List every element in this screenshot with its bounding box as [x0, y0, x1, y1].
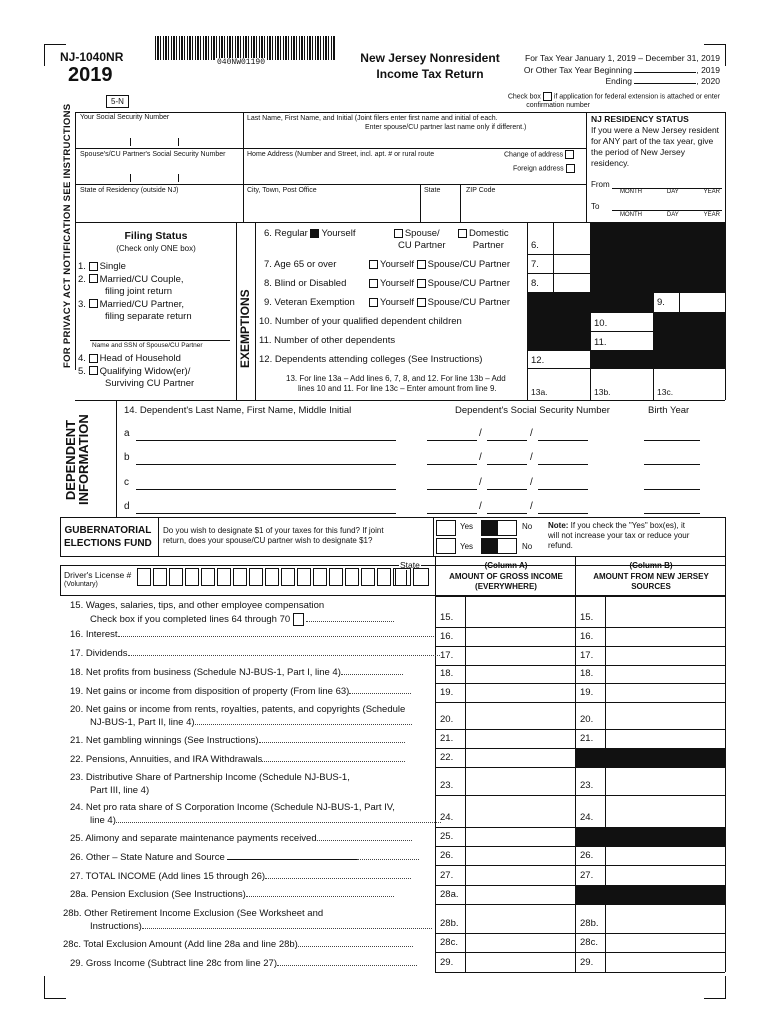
col-a-line-number: 27.: [440, 870, 454, 881]
line-20: 20. Net gains or income from rents, royalties, patents, and copyrights (Schedule NJ-BUS-1, Part II, line 4): [70, 704, 412, 728]
column-b-header: (Column B) AMOUNT FROM NEW JERSEY SOURCES: [593, 561, 709, 591]
age-yourself-checkbox[interactable]: [369, 260, 378, 269]
exemption-6: 6. Regular Yourself: [264, 228, 356, 239]
foreign-address: Foreign address: [513, 164, 577, 173]
dependent-header-ssn: Dependent's Social Security Number: [455, 405, 610, 416]
residency-to: To: [591, 202, 600, 211]
ssn-label: Your Social Security Number: [80, 114, 170, 121]
col-a-amount-input[interactable]: [466, 646, 574, 665]
line-28a: 28a. Pension Exclusion (See Instructions): [70, 889, 394, 900]
gub-question: Do you wish to designate $1 of your taxes for this fund? If joint return, does your spouse/CU partner wish to designate $1?: [163, 526, 384, 545]
col-b-line-number: 29.: [580, 957, 594, 968]
col-b-line-number: 18.: [580, 668, 594, 679]
col-b-amount-input[interactable]: [606, 846, 724, 865]
col-a-line-number: 16.: [440, 631, 454, 642]
col-b-line-number: 28c.: [580, 937, 598, 948]
line-28c: 28c. Total Exclusion Amount (Add line 28a and line 28b): [63, 939, 413, 950]
col-b-line-number: 20.: [580, 714, 594, 725]
col-a-line-number: 15.: [440, 612, 454, 623]
col-b-line-number: 23.: [580, 780, 594, 791]
residency-status: NJ RESIDENCY STATUS If you were a New Jersey resident for ANY part of the tax year, give the period of New Jersey residency.: [591, 114, 720, 168]
line-29: 29. Gross Income (Subtract line 28c from line 27): [70, 958, 417, 969]
state-label: State: [424, 187, 441, 194]
dependent-header-name: 14. Dependent's Last Name, First Name, Middle Initial: [124, 405, 352, 416]
col-a-amount-input[interactable]: [466, 683, 574, 702]
filing-married-joint[interactable]: 2. Married/CU Couple,: [78, 273, 184, 285]
line-26: 26. Other – State Nature and Source: [70, 852, 419, 863]
line-27: 27. TOTAL INCOME (Add lines 15 through 26): [70, 871, 411, 882]
change-address: Change of address: [504, 150, 576, 159]
line-24: 24. Net pro rata share of S Corporation Income (Schedule NJ-BUS-1, Part IV, line 4): [70, 802, 441, 826]
barcode: [155, 36, 335, 60]
age-spouse-checkbox[interactable]: [417, 260, 426, 269]
veteran-yourself-checkbox[interactable]: [369, 298, 378, 307]
col-a-amount-input[interactable]: [466, 627, 574, 646]
col-a-amount-input[interactable]: [466, 795, 574, 827]
col-b-line-number: 24.: [580, 812, 594, 823]
gub-note: Note: If you check the "Yes" box(es), it will not increase your tax or reduce your refund.: [548, 521, 690, 550]
col-a-amount-input[interactable]: [466, 767, 574, 795]
regular-yourself-checkbox[interactable]: [310, 229, 319, 238]
change-address-checkbox[interactable]: [565, 150, 574, 159]
gub-yes-1[interactable]: [436, 520, 456, 536]
filing-married-separate[interactable]: 3. Married/CU Partner,: [78, 298, 185, 310]
blind-spouse-checkbox[interactable]: [417, 279, 426, 288]
col-b-amount-input[interactable]: [606, 683, 724, 702]
dependent-row-c: c / /: [124, 477, 724, 491]
filing-status: Filing Status (Check only ONE box) 1. Single 2. Married/CU Couple, filing joint return 3. Married/CU Partner, filing separate return: [78, 230, 234, 324]
col-a-amount-input[interactable]: [466, 702, 574, 729]
barcode-text: 040NW01190: [217, 58, 266, 67]
privacy-label: FOR PRIVACY ACT NOTIFICATION SEE INSTRUCTIONS: [62, 103, 73, 368]
dependent-row-b: b / /: [124, 452, 724, 466]
zip-label: ZIP Code: [466, 187, 496, 194]
city-label: City, Town, Post Office: [247, 187, 317, 194]
col-b-line-number: 28b.: [580, 918, 599, 929]
col-a-amount-input[interactable]: [466, 865, 574, 885]
col-a-line-number: 28c.: [440, 937, 458, 948]
col-a-line-number: 29.: [440, 957, 454, 968]
form-year: 2019: [68, 64, 113, 86]
col-a-amount-input[interactable]: [466, 665, 574, 683]
col-b-amount-input[interactable]: [606, 795, 724, 827]
line-22: 22. Pensions, Annuities, and IRA Withdrawals: [70, 754, 405, 765]
line-25: 25. Alimony and separate maintenance payments received: [70, 833, 412, 844]
residency-from: From: [591, 180, 610, 189]
regular-spouse-checkbox[interactable]: [394, 229, 403, 238]
name-input[interactable]: [247, 132, 582, 147]
exemption-11: 11. Number of other dependents: [259, 335, 396, 346]
dependent-header-birth: Birth Year: [648, 405, 690, 416]
col-b-line-number: 26.: [580, 850, 594, 861]
filing-single[interactable]: 1. Single: [78, 261, 126, 272]
gub-no-2[interactable]: [497, 538, 517, 554]
extension-info: Check box if application for federal extension is attached or enter confirmation number: [507, 93, 720, 110]
dependent-row-a: a / /: [124, 428, 724, 442]
col-b-line-number: 27.: [580, 870, 594, 881]
column-a-header: (Column A) AMOUNT OF GROSS INCOME (EVERYWHERE): [449, 561, 563, 591]
col-a-amount-input[interactable]: [466, 885, 574, 904]
col-a-line-number: 22.: [440, 752, 454, 763]
line-21: 21. Net gambling winnings (See Instructions): [70, 735, 405, 746]
col-b-line-number: 21.: [580, 733, 594, 744]
line-23: 23. Distributive Share of Partnership Income (Schedule NJ-BUS-1, Part III, line 4): [70, 772, 350, 796]
col-b-amount-input[interactable]: [606, 904, 724, 933]
col-a-amount-input[interactable]: [466, 952, 574, 972]
col-b-amount-input[interactable]: [606, 933, 724, 952]
line15-checkbox[interactable]: [293, 613, 304, 626]
exemptions-label: EXEMPTIONS: [238, 289, 252, 368]
form-id: NJ-1040NR: [60, 50, 124, 64]
col-b-line-number: 17.: [580, 650, 594, 661]
filing-head-household[interactable]: 4. Head of Household: [78, 353, 181, 364]
col-a-line-number: 18.: [440, 668, 454, 679]
license-label: Driver's License # (Voluntary): [64, 570, 132, 588]
col-a-line-number: 25.: [440, 831, 454, 842]
exemption-7: 7. Age 65 or over: [264, 259, 337, 270]
state-res-label: State of Residency (outside NJ): [80, 187, 179, 194]
spouse-ssn-label: Spouse's/CU Partner's Social Security Number: [80, 151, 226, 158]
line-19: 19. Net gains or income from disposition of property (From line 63): [70, 686, 411, 697]
regular-domestic-checkbox[interactable]: [458, 229, 467, 238]
license-state-label: State: [400, 560, 420, 570]
col-a-amount-input[interactable]: [466, 904, 574, 933]
col-a-line-number: 19.: [440, 687, 454, 698]
col-b-amount-input[interactable]: [606, 767, 724, 795]
dependent-label: DEPENDENT INFORMATION: [63, 414, 91, 505]
exemption-10: 10. Number of your qualified dependent children: [259, 316, 462, 327]
extension-checkbox[interactable]: [543, 92, 552, 101]
exemption-8: 8. Blind or Disabled: [264, 278, 347, 289]
col-a-amount-input[interactable]: [466, 933, 574, 952]
col-a-line-number: 21.: [440, 733, 454, 744]
col-b-line-number: 15.: [580, 612, 594, 623]
col-b-amount-input[interactable]: [606, 952, 724, 972]
filing-widow[interactable]: 5. Qualifying Widow(er)/: [78, 365, 191, 377]
col-b-line-number: 16.: [580, 631, 594, 642]
col-b-amount-input[interactable]: [606, 729, 724, 748]
gub-yes-2[interactable]: [436, 538, 456, 554]
col-a-amount-input[interactable]: [466, 846, 574, 865]
col-b-amount-input[interactable]: [606, 702, 724, 729]
ssn-input[interactable]: [80, 126, 240, 146]
col-b-amount-input[interactable]: [606, 665, 724, 683]
col-a-line-number: 24.: [440, 812, 454, 823]
exemption-9: 9. Veteran Exemption: [264, 297, 355, 308]
veteran-spouse-checkbox[interactable]: [417, 298, 426, 307]
col-a-line-number: 28a.: [440, 889, 459, 900]
exemption-12: 12. Dependents attending colleges (See Instructions): [259, 354, 483, 365]
spouse-name-ssn-label: Name and SSN of Spouse/CU Partner: [92, 342, 203, 349]
blind-yourself-checkbox[interactable]: [369, 279, 378, 288]
line-28b: 28b. Other Retirement Income Exclusion (See Worksheet and Instructions): [63, 908, 432, 932]
col-a-line-number: 23.: [440, 780, 454, 791]
dependent-row-d: d / /: [124, 501, 724, 515]
name-label: Last Name, First Name, and Initial (Joint filers enter first name and initial of each. Enter spouse/CU partner last name only if different.): [247, 115, 527, 131]
col-a-line-number: 17.: [440, 650, 454, 661]
col-a-line-number: 26.: [440, 850, 454, 861]
foreign-address-checkbox[interactable]: [566, 164, 575, 173]
form-code: 5-N: [106, 95, 129, 108]
line-18: 18. Net profits from business (Schedule NJ-BUS-1, Part I, line 4): [70, 667, 403, 678]
col-a-line-number: 28b.: [440, 918, 459, 929]
gub-no-1[interactable]: [497, 520, 517, 536]
col-b-amount-input[interactable]: [606, 627, 724, 646]
line-16: 16. Interest: [70, 629, 434, 640]
line-15: 15. Wages, salaries, tips, and other employee compensation Check box if you completed lines 64 through 70: [70, 600, 394, 626]
spouse-ssn-input[interactable]: [80, 162, 240, 182]
col-a-amount-input[interactable]: [466, 596, 574, 627]
col-b-amount-input[interactable]: [606, 865, 724, 885]
col-a-amount-input[interactable]: [466, 827, 574, 846]
license-state-input[interactable]: [395, 568, 429, 586]
license-input[interactable]: [137, 568, 409, 586]
col-b-amount-input[interactable]: [606, 646, 724, 665]
col-a-amount-input[interactable]: [466, 748, 574, 767]
form-title: New Jersey Nonresident Income Tax Return: [360, 51, 500, 81]
col-a-amount-input[interactable]: [466, 729, 574, 748]
address-label: Home Address (Number and Street, incl. apt. # or rural route: [247, 151, 435, 158]
tax-year-info: For Tax Year January 1, 2019 – December 31, 2019 Or Other Tax Year Beginning , 2019 Ending , 2020: [523, 53, 720, 86]
exemption-13: 13. For line 13a – Add lines 6, 7, 8, and 12. For line 13b – Add lines 10 and 11. For line 13c – Enter amount from line 9.: [286, 374, 506, 393]
gub-title: GUBERNATORIAL ELECTIONS FUND: [64, 525, 152, 549]
col-b-line-number: 19.: [580, 687, 594, 698]
line-17: 17. Dividends: [70, 648, 440, 659]
col-b-amount-input[interactable]: [606, 596, 724, 627]
col-a-line-number: 20.: [440, 714, 454, 725]
